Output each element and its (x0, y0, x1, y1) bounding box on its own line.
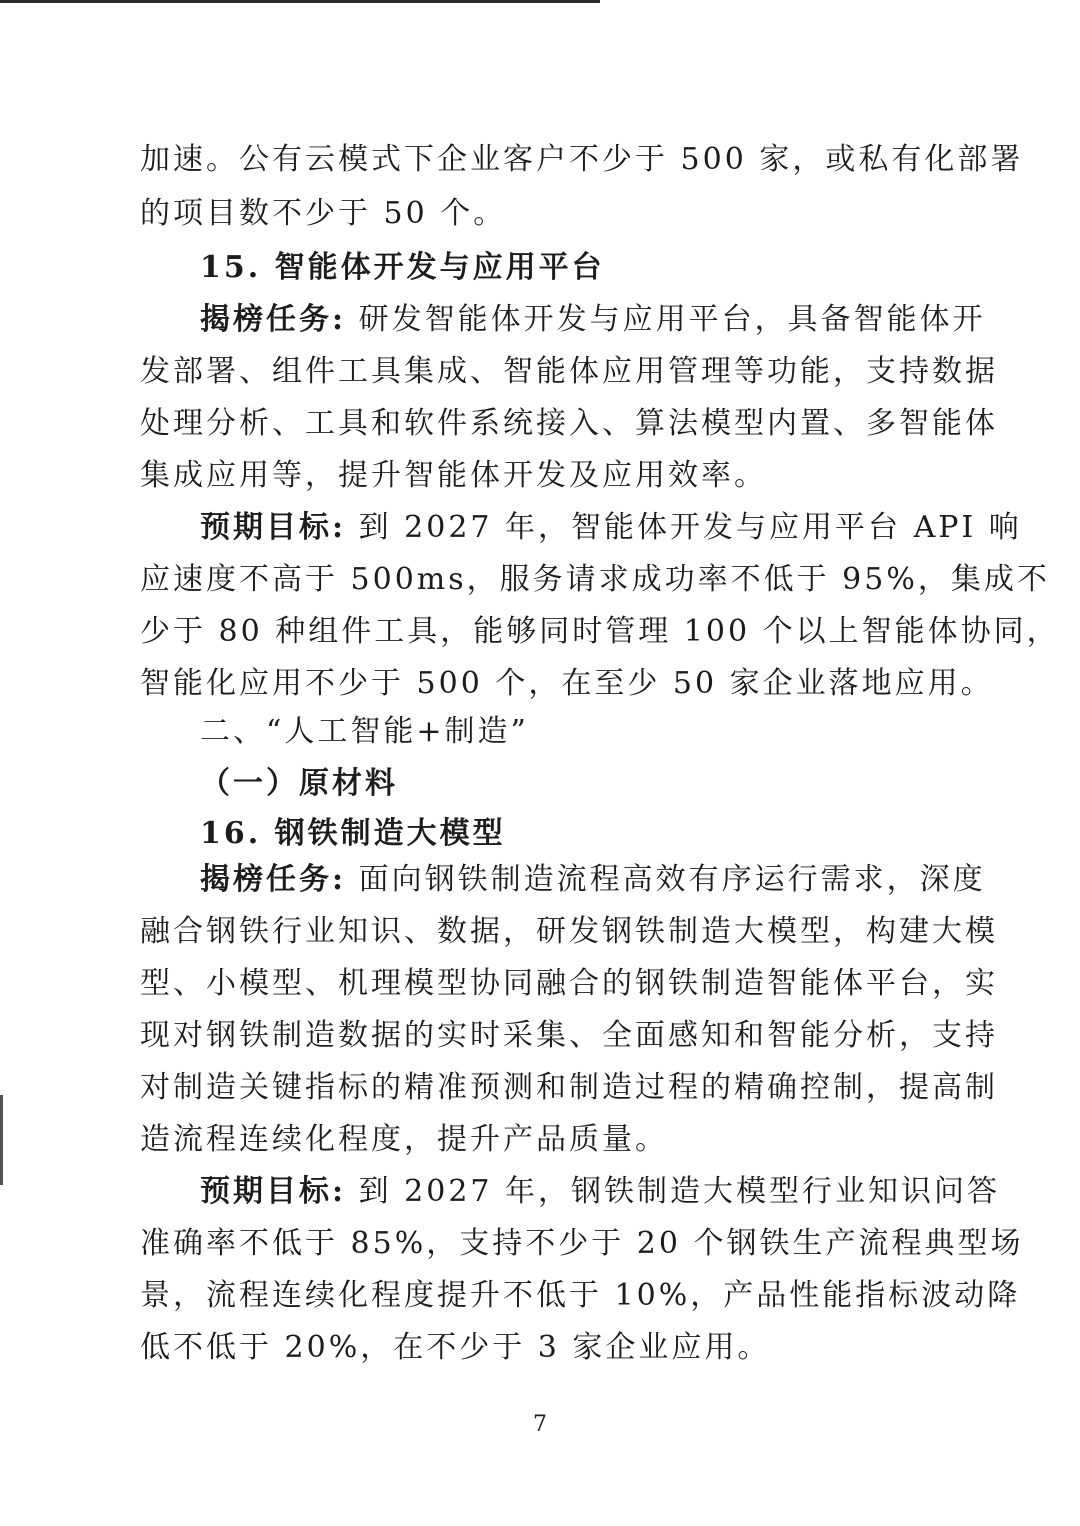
goal-text: 到 2027 年，智能体开发与应用平台 API 响 (346, 510, 1022, 545)
goal-text: 到 2027 年，钢铁制造大模型行业知识问答 (346, 1174, 1001, 1209)
item-16-heading: 16. 钢铁制造大模型 (200, 816, 506, 851)
text-line: 型、小模型、机理模型协同融合的钢铁制造智能体平台，实 (140, 966, 998, 1001)
subsection-heading: （一）原材料 (200, 766, 398, 801)
task-label: 揭榜任务: (200, 862, 347, 897)
text-line: 处理分析、工具和软件系统接入、算法模型内置、多智能体 (140, 406, 998, 441)
text-line: 景，流程连续化程度提升不低于 10%，产品性能指标波动降 (140, 1278, 1021, 1313)
text-line: 加速。公有云模式下企业客户不少于 500 家，或私有化部署 (140, 142, 1024, 177)
text-line: 现对钢铁制造数据的实时采集、全面感知和智能分析，支持 (140, 1018, 998, 1053)
item-15-goal-line (200, 508, 1022, 548)
task-text: 研发智能体开发与应用平台，具备智能体开 (346, 302, 986, 337)
item-15-heading: 15. 智能体开发与应用平台 (200, 250, 605, 285)
task-text: 面向钢铁制造流程高效有序运行需求，深度 (346, 862, 986, 897)
text-line: 应速度不高于 500ms，服务请求成功率不低于 95%，集成不 (140, 562, 1050, 597)
text-line: 对制造关键指标的精准预测和制造过程的精确控制，提高制 (140, 1070, 998, 1105)
scan-edge-mark (0, 1095, 3, 1185)
task-label: 揭榜任务: (200, 302, 347, 337)
section-heading: 二、“人工智能+制造” (200, 714, 529, 749)
text-line: 的项目数不少于 50 个。 (140, 196, 507, 231)
text-line: 融合钢铁行业知识、数据，研发钢铁制造大模型，构建大模 (140, 914, 998, 949)
item-15-task-line (200, 300, 986, 340)
text-line: 造流程连续化程度，提升产品质量。 (140, 1122, 668, 1157)
page-number: 7 (533, 1412, 547, 1437)
text-line: 集成应用等，提升智能体开发及应用效率。 (140, 458, 767, 493)
scan-top-border (0, 0, 600, 3)
text-line: 低不低于 20%，在不少于 3 家企业应用。 (140, 1330, 771, 1365)
item-16-task-line (200, 860, 986, 900)
text-line: 智能化应用不少于 500 个，在至少 50 家企业落地应用。 (140, 666, 994, 701)
text-line: 少于 80 种组件工具，能够同时管理 100 个以上智能体协同， (140, 614, 1060, 649)
text-line: 准确率不低于 85%，支持不少于 20 个钢铁生产流程典型场 (140, 1226, 1024, 1261)
text-line: 发部署、组件工具集成、智能体应用管理等功能，支持数据 (140, 354, 998, 389)
goal-label: 预期目标: (200, 510, 347, 545)
goal-label: 预期目标: (200, 1174, 347, 1209)
item-16-goal-line (200, 1172, 1001, 1212)
